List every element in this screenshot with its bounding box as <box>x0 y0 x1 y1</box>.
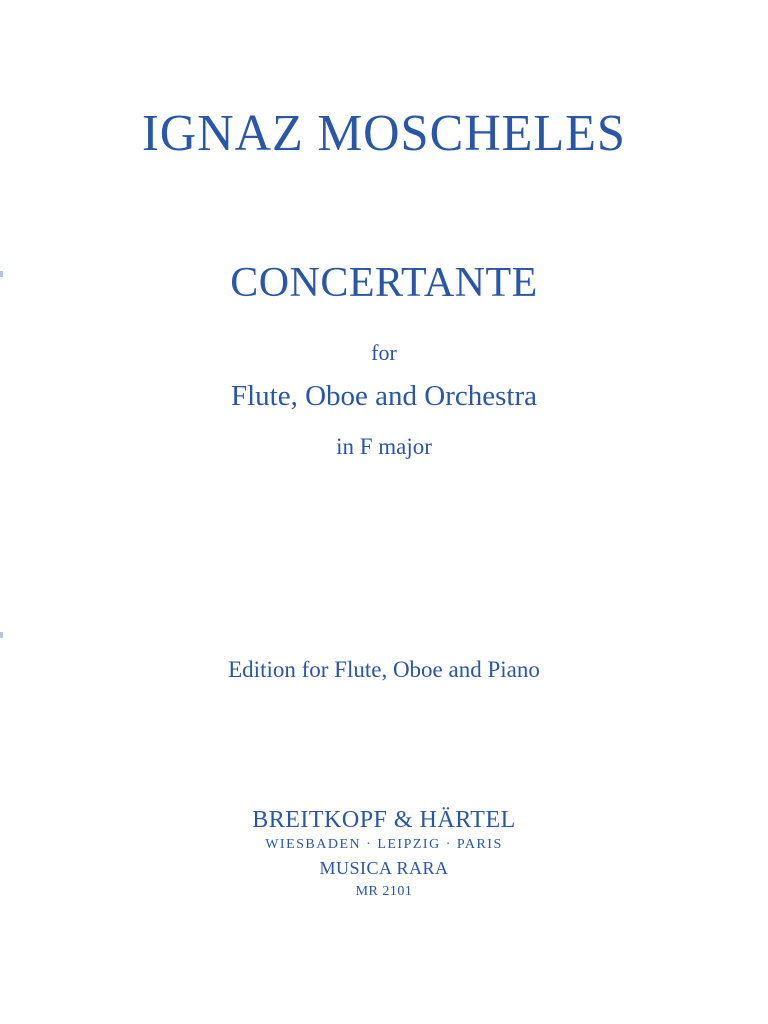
instrumentation: Flute, Oboe and Orchestra <box>230 380 537 412</box>
key-signature: in F major <box>336 434 432 459</box>
publisher-series: MUSICA RARA <box>319 858 449 878</box>
for-label: for <box>371 340 397 365</box>
work-title: CONCERTANTE <box>230 260 538 306</box>
publisher-name: BREITKOPF & HÄRTEL <box>252 807 516 833</box>
publisher-cities: WIESBADEN · LEIPZIG · PARIS <box>265 837 503 852</box>
catalog-number: MR 2101 <box>355 884 413 899</box>
edge-mark <box>0 632 3 638</box>
composer-name: IGNAZ MOSCHELES <box>142 105 626 162</box>
edge-mark <box>0 271 3 277</box>
edition-note: Edition for Flute, Oboe and Piano <box>228 657 540 682</box>
